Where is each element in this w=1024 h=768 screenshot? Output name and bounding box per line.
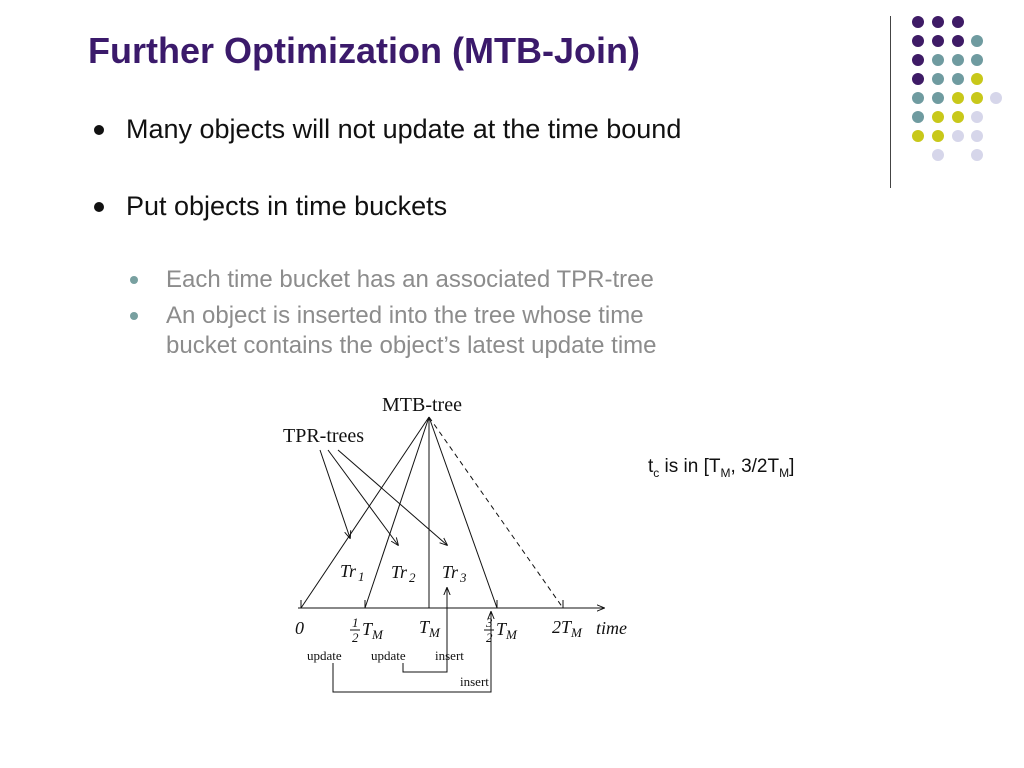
event-label-update-2: update	[371, 648, 406, 663]
tpr-arrow	[338, 450, 447, 545]
svg-text:TM: $T_M$	[496, 619, 517, 642]
tree-label-3: Tr $_3$	[442, 562, 467, 585]
axis-label-two-tm: $2T_M$	[552, 617, 582, 640]
svg-text:1: 1	[352, 615, 359, 630]
tpr-arrow	[320, 450, 350, 538]
mtb-tree-label: MTB-tree	[382, 394, 462, 416]
event-bracket-inner	[403, 663, 447, 672]
axis-label-tm: $T_M$	[419, 617, 440, 640]
svg-text:2: 2	[486, 630, 493, 645]
axis-ticks	[301, 600, 563, 608]
slide-title: Further Optimization (MTB-Join)	[88, 30, 640, 71]
axis-label-threehalf-tm	[484, 615, 518, 645]
svg-text:TM: $T_M$	[362, 619, 383, 642]
bullet-1-text: Many objects will not update at the time bound	[126, 114, 682, 144]
bullet-2-text: Put objects in time buckets	[126, 191, 448, 221]
axis-label-zero: 0	[295, 618, 304, 638]
svg-text:2: 2	[352, 630, 359, 645]
tree-label-2: Tr $_2$	[391, 562, 416, 585]
tpr-arrows	[320, 450, 447, 545]
svg-text:3: 3	[486, 615, 493, 630]
tree-label-1: Tr $_1$	[340, 561, 365, 584]
tpr-trees-label: TPR-trees	[283, 425, 365, 447]
event-label-insert-2: insert	[460, 674, 489, 689]
sub-bullet-2-line1: An object is inserted into the tree whose time	[166, 302, 644, 329]
tpr-arrow	[328, 450, 398, 545]
axis-label-half-tm	[350, 615, 384, 645]
event-label-insert-1: insert	[435, 648, 464, 663]
time-range-note: $t_c$ is in [$T_M$, $3/2T_M$]	[648, 456, 795, 480]
axis-label-time: time	[596, 618, 627, 638]
sub-bullet-2-line2: bucket contains the object’s latest update time	[166, 332, 657, 359]
sub-bullet-1-text: Each time bucket has an associated TPR-tree	[166, 266, 654, 293]
event-label-update-1: update	[307, 648, 342, 663]
